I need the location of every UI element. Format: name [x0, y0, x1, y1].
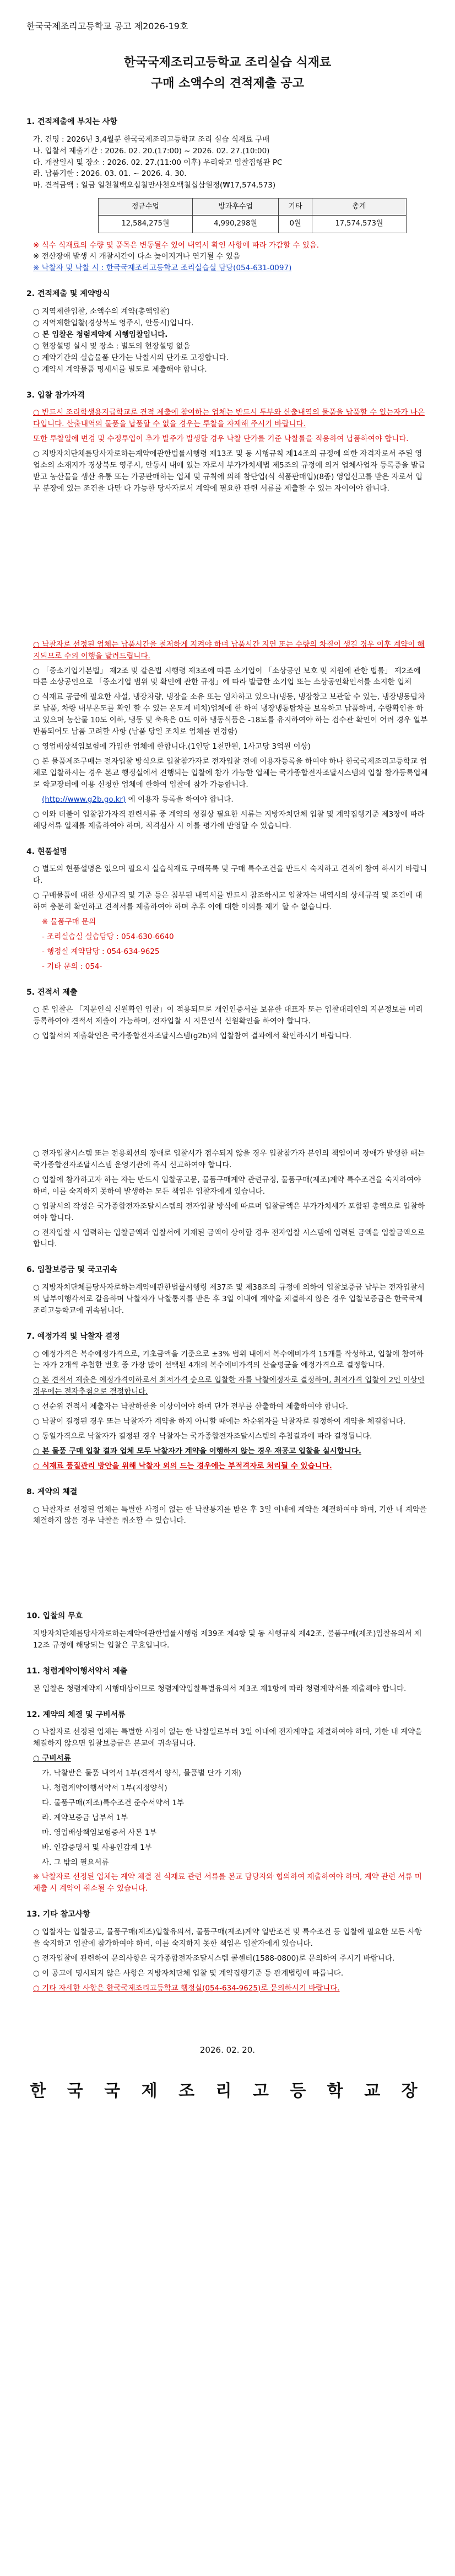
g2b-link[interactable]: (http://www.g2b.go.kr) [42, 795, 126, 804]
s13-para: ○ 이 공고에 명시되지 않은 사항은 지방자치단체 입찰 및 계약집행기준 등 관계법령에 따릅니다. [33, 1968, 344, 1978]
s6-para: ○ 지방자치단체를당사자로하는계약에관한법률시행령 제37조 및 제38조의 규정에 의하여 입찰보증금 납부는 전자입찰서의 납부이행각서로 갈음하며 낙찰자가 낙찰통지를 받은 후 3일 이내에 계약을 체결하지 않은 경우 입찰보증금은 한국국제조리고등학교에 귀속됩니다. [33, 1283, 425, 1315]
s12-doc-item: 나. 청렴계약이행서약서 1부(지정양식) [42, 1783, 167, 1793]
s3-para: ○ 이와 더불어 입찰참가자격 관련서류 중 계약의 성질상 필요한 서류는 지방자치단체 입찰 및 계약집행기준 제3장에 따라 해당서류 일체를 제출하여야 하며, 적격심사 시 이를 평가에 반영할 수 있습니다. [33, 809, 425, 830]
principal-signature: 한 국 국 제 조 리 고 등 학 교 장 [30, 2081, 425, 2101]
section-1-heading: 1. 견적제출에 부치는 사항 [26, 117, 117, 126]
s3-para: ○ 본 물품제조구매는 전자입찰 방식으로 입찰참가자로 전자입찰 전에 이용자등록을 하여야 하나 한국국제조리고등학교 업체로 입찰하시는 경우 본교 행정실에서 진행되는 입찰에 참가 가능한 업체는 국가종합전자조달시스템의 입찰 참가등록업체로 학교장터에 이용 신청한 업체에 한하여 입찰에 참가 가능합니다. [33, 756, 428, 789]
budget-value-cell: 12,584,275원 [99, 216, 193, 233]
s1-item: 마. 견적금액 : 일금 일천칠백오십칠만사천오백칠십삼원정(₩17,574,573) [33, 181, 276, 190]
s3-url-tail: 에 이용자 등록을 하여야 합니다. [128, 795, 234, 804]
s4-contact: - 조리실습실 실습담당 : 054-630-6640 [42, 932, 174, 941]
section-11-heading: 11. 청렴계약이행서약서 제출 [26, 1666, 128, 1676]
s7-para: ○ 낙찰이 결정된 경우 또는 낙찰자가 계약을 하지 아니할 때에는 차순위자를 낙찰자로 결정하여 계약을 체결합니다. [33, 1417, 406, 1426]
section-5-heading: 5. 견적서 제출 [26, 988, 78, 997]
s5-para: ○ 본 입찰은 「지문인식 신원확인 입찰」이 적용되므로 개인인증서를 보유한 대표자 또는 입찰대리인의 지문정보를 미리 등록하여야 견적서 제출이 가능하며, 전자입찰 시 지문인식 신원확인을 하여야 합니다. [33, 1005, 423, 1026]
budget-table-header-row [99, 198, 407, 216]
s7-para: ○ 본 물품 구매 입찰 결과 업체 모두 낙찰자가 계약을 이행하지 않는 경우 재공고 입찰을 실시합니다. [33, 1447, 362, 1456]
s2-item: ○ 지역제한입찰, 소액수의 계약(총액입찰) [33, 307, 170, 316]
s3-url-line [42, 794, 429, 806]
s1-item: 가. 건명 : 2026년 3,4월분 한국국제조리고등학교 조리 실습 식재료 구매 [33, 135, 270, 144]
section-13-heading: 13. 기타 참고사항 [26, 1910, 90, 1919]
s4-contact: - 행정실 계약담당 : 054-634-9625 [42, 947, 160, 956]
s1-item: 다. 개찰일시 및 장소 : 2026. 02. 27.(11:00 이후) 우리학교 입찰집행관 PC [33, 158, 283, 167]
s12-doc-item: 마. 영업배상책임보험증서 사본 1부 [42, 1828, 157, 1837]
section-4-heading: 4. 현품설명 [26, 847, 68, 856]
page-break-gap [26, 498, 429, 636]
s3-para: ○ 지방자치단체를당사자로하는계약에관한법률시행령 제13조 및 동 시행규칙 제14조의 규정에 의한 자격자로서 주된 영업소의 소재지가 경상북도 영주시, 안동시 내에 있는 자로서 부가가치세법 제5조의 규정에 의거 업체사업자 등록증을 발급받고 농산물을 생산 유통 또는 가공판매하는 업체 및 규칙에 의해 참단업(식 식품판매업)(8종) 영업신고를 받은 자로서 업무 분장에 있는 조건을 다만 다 가능한 당사자로서 계약에 필요한 관련 서류를 제출할 수 있는 자이어야 합니다. [33, 449, 425, 493]
budget-table [98, 198, 407, 233]
section-8-heading: 8. 계약의 체결 [26, 1487, 78, 1496]
s3-para: ○ 「중소기업기본법」 제2조 및 같은법 시행령 제3조에 따른 소기업이 「소상공인 보호 및 지원에 관한 법률」 제2조에 따른 소상공인으로 「중소기업 범위 및 확인에 관한 규정」에 따라 발급한 소기업 또는 소상공인확인서를 소지한 업체 [33, 666, 421, 687]
s2-item: ○ 본 입찰은 청렴계약제 시행입찰입니다. [33, 330, 168, 339]
s13-para: ○ 입찰자는 입찰공고, 물품구매(제조)입찰유의서, 물품구매(제조)계약 일반조건 및 특수조건 등 입찰에 필요한 모든 사항을 숙지하고 입찰에 참가하여야 하며, 이를 숙지하지 못한 책임은 입찰자에게 있습니다. [33, 1927, 422, 1948]
section-2-heading: 2. 견적제출 및 계약방식 [26, 289, 110, 299]
s3-para: 또한 투찰일에 변경 및 수정투입이 추가 발주가 발생할 경우 낙찰 단가를 기준 낙찰률을 적용하여 납품하여야 합니다. [33, 434, 409, 444]
s12-doc-item: 사. 그 밖의 필요서류 [42, 1858, 109, 1867]
budget-value-cell: 17,574,573원 [312, 216, 406, 233]
section-12-heading: 12. 계약의 체결 및 구비서류 [26, 1710, 126, 1719]
s3-para: ○ 영업배상책임보험에 가입한 업체에 한합니다.(1인당 1천만원, 1사고당 3억원 이상) [33, 742, 311, 752]
budget-table-value-row [99, 216, 407, 233]
s12-doc-item: 라. 계약보증금 납부서 1부 [42, 1813, 128, 1822]
page-break-gap [26, 1530, 429, 1596]
s3-para: ○ 낙찰자로 선정된 업체는 납품시간을 철저하게 지켜야 하며 납품시간 지연 또는 수량의 차질이 생길 경우 이후 계약이 해지되므로 수의 이행을 달려드립니다. [33, 640, 425, 661]
budget-header-cell: 정규수업 [99, 198, 193, 216]
s5-para: ○ 전자입찰 시 입력하는 입찰금액과 입찰서에 기재된 금액이 상이할 경우 전자입찰 시스템에 입력된 금액을 입찰금액으로 합니다. [33, 1228, 425, 1249]
budget-header-cell: 방과후수업 [192, 198, 278, 216]
budget-header-cell: 총계 [312, 198, 406, 216]
s13-para: ○ 기타 자세한 사항은 한국국제조리고등학교 행정실(054-634-9625)로 문의하시기 바랍니다. [33, 1983, 340, 1993]
budget-value-cell: 4,990,298원 [192, 216, 278, 233]
s7-para: ○ 예정가격은 복수예정가격으로, 기초금액을 기준으로 ±3% 범위 내에서 복수예비가격 15개를 작성하고, 입찰에 참여하는 자가 2개씩 추첨한 번호 중 가장 많이 선택된 4개의 복수예비가격의 산술평균을 예정가격으로 결정합니다. [33, 1349, 424, 1370]
s12-note: ※ 낙찰자로 선정된 업체는 계약 체결 전 식재료 관련 서류를 본교 담당자와 협의하여 제출하여야 하며, 계약 관련 서류 미제출 시 계약이 취소될 수 있습니다. [33, 1872, 422, 1893]
section-7-heading: 7. 예정가격 및 낙찰자 결정 [26, 1332, 120, 1341]
s2-item: ○ 현장설명 실시 및 장소 : 별도의 현장설명 없음 [33, 341, 191, 351]
section-6-heading: 6. 입찰보증금 및 국고귀속 [26, 1265, 117, 1275]
s12-doc-item: 바. 인감증명서 및 사용인감계 1부 [42, 1843, 152, 1852]
s7-para: ○ 선순위 견적서 제출자는 낙찰하한율 이상이어야 하며 단가 전부를 산출하여 제출하여야 합니다. [33, 1402, 348, 1412]
s4-contact: - 기타 문의 : 054- [42, 962, 102, 971]
s4-para: ○ 구매물품에 대한 상세규격 및 기준 등은 첨부된 내역서를 반드시 참조하시고 입찰자는 내역서의 상세규격 및 조건에 대하여 충분히 확인하고 견적서를 제출하여야 하며 추후 이에 대한 이의를 제기 할 수 없습니다. [33, 891, 422, 911]
s12-doc-item: 다. 물품구매(제조)특수조건 준수서약서 1부 [42, 1798, 184, 1807]
notice-date: 2026. 02. 20. [199, 2044, 256, 2055]
s3-para: ○ 반드시 조리학생용지급학교로 견적 제출에 참여하는 업체는 반드시 투부와 산출내역의 물품을 납품할 수 있는자가 나온다입니다. 산출내역의 물품을 납품할 수 없을 경우는 투찰을 자제해 주시기 바랍니다. [33, 408, 425, 429]
s1-item: 나. 입찰서 제출기간 : 2026. 02. 20.(17:00) ~ 2026. 02. 27.(10:00) [33, 146, 270, 155]
s11-para: 본 입찰은 청렴계약제 시행대상이므로 청렴계약입찰특별유의서 제3조 제1항에 따라 청렴계약서를 제출해야 합니다. [33, 1684, 407, 1693]
notice-title-line1: 한국국제조리고등학교 조리실습 식재료 [123, 55, 332, 69]
s7-para: ○ 동일가격으로 낙찰자가 결정된 경우 낙찰자는 국가종합전자조달시스템의 추첨결과에 따라 결정됩니다. [33, 1432, 372, 1441]
notice-title-line2: 구매 소액수의 견적제출 공고 [150, 76, 304, 90]
s2-item: ○ 지역제한입찰(경상북도 영주시, 안동시)입니다. [33, 318, 194, 328]
section-10-heading: 10. 입찰의 무효 [26, 1612, 83, 1621]
s12-doc-item: 가. 낙찰받은 물품 내역서 1부(견적서 양식, 물품별 단가 기재) [42, 1768, 241, 1778]
s12-docs-heading: ○ 구비서류 [33, 1754, 71, 1763]
s5-para: ○ 입찰서의 작성은 국가종합전자조달시스템의 전자입찰 방식에 따르며 입찰금액은 부가가치세가 포함된 총액으로 입찰하여야 합니다. [33, 1201, 425, 1222]
s5-para: ○ 입찰에 참가하고자 하는 자는 반드시 입찰공고문, 물품구매계약 관련규정, 물품구매(제조)계약 특수조건을 숙지하여야 하며, 이를 숙지하지 못하여 발생하는 모든 책임은 입찰자에게 있습니다. [33, 1175, 421, 1196]
budget-value-cell: 0원 [279, 216, 312, 233]
s4-para: ○ 별도의 현품설명은 없으며 필요시 실습식재료 구매목록 및 구매 특수조건을 반드시 숙지하고 견적에 참여 하시기 바랍니다. [33, 865, 427, 886]
s8-para: ○ 낙찰자로 선정된 업체는 특별한 사정이 없는 한 낙찰통지를 받은 후 3일 이내에 계약을 체결하여야 하며, 기한 내 계약을 체결하지 않을 경우 낙찰을 취소할 수 있습니다. [33, 1505, 427, 1526]
s7-para: ○ 본 견적서 제출은 예정가격이하로서 최저가격 순으로 입찰한 자를 낙찰예정자로 결정하며, 최저가격 입찰이 2인 이상인 경우에는 전자추첨으로 결정합니다. [33, 1376, 425, 1397]
s2-item: ○ 계약기간의 실습물품 단가는 낙찰시의 단가로 고정합니다. [33, 353, 229, 362]
s13-para: ○ 전자입찰에 관련하여 문의사항은 국가종합전자조달시스템 콜센터(1588-0800)로 문의하여 주시기 바랍니다. [33, 1954, 395, 1963]
s7-para: ○ 식재료 품질관리 방안을 위해 낙찰자 외의 드는 경우에는 부적격자로 처리될 수 있습니다. [33, 1461, 332, 1471]
s4-contact-heading: ※ 물품구매 문의 [42, 917, 96, 926]
s10-para: 지방자치단체를당사자로하는계약에관한법률시행령 제39조 제4항 및 동 시행규칙 제42조, 물품구매(제조)입찰유의서 제12조 규정에 해당되는 입찰은 무효입니다. [33, 1629, 422, 1650]
budget-header-cell: 기타 [279, 198, 312, 216]
s1-note: ※ 식수 식재료의 수량 및 품목은 변동될수 있어 내역서 확인 사항에 따라 가감할 수 있음. [33, 240, 319, 250]
s2-item: ○ 계약서 계약물품 명세서를 별도로 제출해야 합니다. [33, 364, 207, 374]
page-break-gap [26, 1045, 429, 1145]
s5-para: ○ 전자입찰시스템 또는 전용회선의 장애로 입찰서가 접수되지 않을 경우 입찰참가자 본인의 책임이며 장애가 발생한 때는 국가종합전자조달시스템 운영기관에 즉시 신고하여야 합니다. [33, 1149, 425, 1169]
s1-note-contact-link[interactable]: ※ 낙찰자 및 낙찰 시 : 한국국제조리고등학교 조리실습실 담당(054-631-0097) [33, 264, 292, 273]
s1-item: 라. 납품기한 : 2026. 03. 01. ~ 2026. 4. 30. [33, 169, 187, 179]
s12-para: ○ 낙찰자로 선정된 업체는 특별한 사정이 없는 한 낙찰일로부터 3일 이내에 전자계약을 체결하여야 하며, 기한 내 계약을 체결하지 않으면 입찰보증금은 본교에 귀속됩니다. [33, 1727, 422, 1748]
s1-note: ※ 전산장애 발생 시 개찰시간이 다소 늦어지거나 연기될 수 있음 [33, 252, 240, 261]
section-3-heading: 3. 입찰 참가자격 [26, 390, 85, 400]
publication-number: 한국국제조리고등학교 공고 제2026-19호 [26, 21, 188, 31]
s5-para: ○ 입찰서의 제출확인은 국가종합전자조달시스템(g2b)의 입찰참여 결과에서 확인하시기 바랍니다. [33, 1032, 351, 1041]
s3-para: ○ 식재료 공급에 필요한 사설, 냉장차량, 냉장을 소유 또는 임차하고 있으나(냉동, 냉장창고 보관할 수 있는, 냉장냉동탑차로 납품, 차량 내부온도를 확인 할 수 있는 온도계 비치)업체에 한 하여 냉장냉동탑차를 보유하고 납품하며, 수량확인을 하고 있으며 농산물 10도 이하, 냉동 및 축육은 0도 이하 냉동식품은 -18도를 유지하여야 하는 검수관 확인이 어려 경우 일부 반품되어도 납품 고려할 사항 (납품 당일 조치로 업체를 변경함) [33, 693, 428, 737]
